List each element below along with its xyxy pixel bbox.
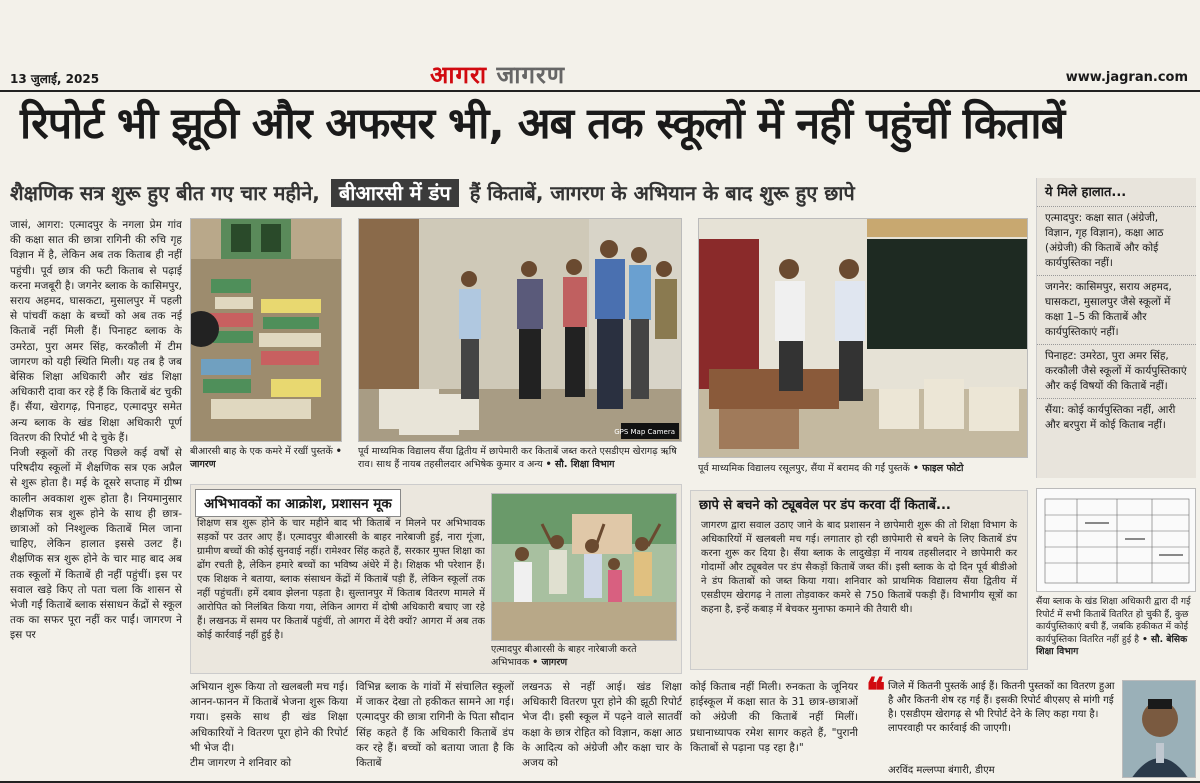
caption-photo-2 — [358, 445, 682, 471]
newspaper-logo[interactable] — [430, 58, 565, 91]
report-table-illustration — [1037, 489, 1196, 592]
dm-quote-box — [866, 670, 1118, 780]
caption-protest — [491, 643, 677, 669]
caption-photo-1 — [190, 445, 342, 471]
caption-credit: • सौ. शिक्षा विभाग — [545, 459, 615, 470]
sub-headline — [10, 175, 1030, 211]
classroom-illustration — [699, 219, 1028, 458]
photo-classroom-books — [698, 218, 1028, 458]
deck-part-1: शैक्षणिक सत्र शुरू हुए बीत गए चार महीने, — [10, 181, 320, 205]
sidebar-item: एत्मादपुर: कक्षा सात (अंग्रेजी, विज्ञान, गृह विज्ञान), कक्षा आठ (अंग्रेजी) की किताबें और कोई कार्यपुस्तिका नहीं। — [1037, 206, 1196, 275]
deck-part-2: हैं किताबें, जागरण के अभियान के बाद शुरू हुए छापे — [469, 181, 855, 205]
caption-photo-3 — [698, 462, 1028, 475]
article-column-2: अभियान शुरू किया तो खलबली मच गई। आनन-फानन में किताबें भेजना शुरू किया गया। इसके साथ ही खंड शिक्षा अधिकारियों ने वितरण पूरा होने की रिपोर्ट भी भेज दी। टीम जागरण ने शनिवार को — [190, 681, 348, 770]
tubewell-box-text: जागरण द्वारा सवाल उठाए जाने के बाद प्रशासन ने छापेमारी शुरू की तो शिक्षा विभाग के अधिकारियों में खलबली मच गई। लगातार हो रही छापेमारी से बचने के लिए किताबें डंप करना शुरू कर दिया है। सैंया ब्लाक के लादुखेड़ा में नायब तहसीलदार ने छापेमारी कर गोदामों और ट्यूबवेल पर डंप सैकड़ों किताबें जब्त कीं। इसी ब्लाक के दो दिन पूर्व बीडीओ ने डंप किताबों को जब्त किया गया। शनिवार को प्राथमिक विद्यालय सैंया द्वितीय में एसडीएम खेरागढ़ ने ताला तोड़वाकर कमरे से 750 किताबें पकड़ी हैं। विभागीय सूत्रों का कहना है, इन्हें कबाड़ में बेचकर मुनाफा कमाने की तैयारी थी। — [701, 520, 1017, 615]
sidebar-item: जगनेर: कासिमपुर, सराय अहमद, घासकटा, मुसालपुर जैसे स्कूलों में कक्षा 1–5 की किताबें और कार्यपुस्तिकाएं नहीं। — [1037, 275, 1196, 344]
report-document-image — [1036, 488, 1196, 592]
parents-box — [190, 484, 682, 674]
article-column-3: विभिन्न ब्लाक के गांवों में संचालित स्कूलों में जाकर देखा तो हकीकत सामने आ गई। एत्मादपुर की छात्रा रागिनी के पिता सौदान सिंह कहते हैं कि अधिकारी किताबें डंप कर रहे हैं। बच्चों को बताया जाता है कि किताबें — [356, 681, 514, 770]
gps-stamp: GPS Map Camera — [614, 428, 675, 436]
dm-portrait — [1122, 680, 1196, 778]
sidebar-item: सैंया: कोई कार्यपुस्तिका नहीं, आरी और बरपुरा में कोई किताब नहीं। — [1037, 398, 1196, 437]
protest-illustration — [492, 494, 677, 641]
deck-highlight: बीआरसी में डंप — [331, 179, 459, 207]
conditions-sidebar — [1036, 178, 1196, 478]
dm-designation: डीएम — [975, 765, 995, 776]
quote-mark-icon: ❝ — [866, 670, 886, 712]
article-column-5: कोई किताब नहीं मिली। रुनकता के जूनियर हाईस्कूल में कक्षा सात के 31 छात्र-छात्राओं को अंग्रेजी की किताबें नहीं मिलीं। प्रधानाध्यापक रमेश सागर कहते हैं, "पुरानी किताबों से पढ़ाना पड़ रहा है।" — [690, 681, 858, 754]
caption-credit: • जागरण — [532, 657, 568, 668]
article-column-1: जासं, आगरा: एत्मादपुर के नगला प्रेम गांव की कक्षा सात की छात्रा रागिनी की रुचि गृह विज्ञान में है, लेकिन अब तक किताब ही नहीं पहुंची। पूर्व छात्र की फटी किताब से पढ़ाई करना मजबूरी है। जगनेर ब्लाक के कासिमपुर, सराय अहमद, घासकटा, मुसालपुर में पहली से पांचवीं कक्षा के बच्चों को अब तक नई किताबें नहीं मिली हैं। पिनाहट ब्लाक के उमरेठा, पुरा अमर सिंह, करकौली में टीम जागरण को यही स्थिति मिली। यह तब है जब बेसिक शिक्षा अधिकारी और खंड शिक्षा अधिकारी दावा कर रहे हैं कि किताबें बंट चुकी हैं। सैंया, खेरागढ़, पिनाहट, एत्मादपुर समेत अन्य ब्लाक के खंड शिक्षा अधिकारी पूर्ण वितरण की रिपोर्ट भी दे चुके हैं। निजी स्कूलों की तरह पिछले कई वर्षों से परिषदीय स्कूलों में शैक्षणिक सत्र एक अप्रैल से शुरू होता है। मई के दूसरे सप्ताह में ग्रीष्म कालीन अवकाश शुरू होता है। नियमानुसार शैक्षणिक सत्र शुरू होने के साथ ही छात्र-छात्राओं को निश्शुल्क किताबें मिल जाना चाहिए, लेकिन हालात इससे उलट हैं। शैक्षणिक सत्र शुरू होने के चार माह बाद अब तक स्कूलों में किताबें ही नहीं पहुंचीं। इस पर सवाल खड़े किए तो पता चला कि शासन से भेजी गईं किताबें ब्लाक संसाधन केंद्रों से स्कूल तक का सफर पूरा नहीं कर पाईं। जागरण ने इस पर — [10, 219, 182, 642]
caption-text: पूर्व माध्यमिक विद्यालय रसूलपुर, सैंया में बरामद की गईं पुस्तकें — [698, 463, 910, 474]
officers-illustration — [359, 219, 682, 442]
sidebar-heading: ये मिले हालात... — [1045, 185, 1127, 200]
dm-name: अरविंद मल्लप्पा बंगारी, — [888, 765, 972, 776]
dm-attribution — [888, 762, 995, 776]
caption-credit: • सौ. बेसिक शिक्षा विभाग — [1036, 633, 1188, 657]
caption-credit: • जागरण — [190, 446, 342, 470]
caption-text: बीआरसी बाह के एक कमरे में रखीं पुस्तकें — [190, 446, 333, 457]
caption-text: एत्मादपुर बीआरसी के बाहर नारेबाजी करते अभिभावक — [491, 644, 637, 668]
photo-books-stack — [190, 218, 342, 442]
avatar — [1123, 681, 1196, 778]
parents-box-heading: अभिभावकों का आक्रोश, प्रशासन मूक — [195, 489, 401, 517]
caption-credit: • फाइल फोटो — [912, 463, 964, 474]
sidebar-item: पिनाहट: उमरेठा, पुरा अमर सिंह, करकौली जैसे स्कूलों में कार्यपुस्तिकाएं और कई विषयों की किताबें नहीं। — [1037, 344, 1196, 398]
main-headline: रिपोर्ट भी झूठी और अफसर भी, अब तक स्कूलों में नहीं पहुंचीं किताबें — [20, 99, 1065, 149]
sidebar-list — [1037, 206, 1196, 437]
issue-date: 13 जुलाई, 2025 — [10, 72, 100, 86]
logo-city: आगरा — [430, 61, 488, 89]
photo-raid-officers — [358, 218, 682, 442]
caption-report — [1036, 596, 1196, 659]
books-illustration — [191, 219, 342, 442]
website-link[interactable]: www.jagran.com — [1065, 70, 1188, 85]
caption-text: पूर्व माध्यमिक विद्यालय सैंया द्वितीय में छापेमारी कर किताबें जब्त करते एसडीएम खेरागढ़ ऋषि राव। साथ हैं नायब तहसीलदार अभिषेक कुमार व अन्य — [358, 446, 677, 470]
article-column-4: लखनऊ से नहीं आई। खंड शिक्षा अधिकारी वितरण पूरा होने की झूठी रिपोर्ट भेज दी। इसी स्कूल में पढ़ने वाले सातवीं कक्षा के छात्र रोहित को विज्ञान, कक्षा आठ के आदित्य को अंग्रेजी और कक्षा चार के अजय को — [522, 681, 682, 770]
caption-text: सैंया ब्लाक के खंड शिक्षा अधिकारी द्वारा दी गई रिपोर्ट में सभी किताबें वितरित हो चुकी हैं, कुछ कार्यपुस्तिकाएं बची हैं, जबकि हकीकत में कोई कार्यपुस्तिका वितरित नहीं हुई है — [1036, 596, 1191, 645]
dm-quote-text: जिले में कितनी पुस्तकें आई हैं। कितनी पुस्तकों का वितरण हुआ है और कितनी शेष रह गई हैं। इसकी रिपोर्ट बीएसए से मांगी गई है। एसडीएम खेरागढ़ से भी रिपोर्ट देने के लिए कहा गया है। लापरवाही पर कार्रवाई की जाएगी। — [888, 681, 1115, 734]
parents-box-text: शिक्षण सत्र शुरू होने के चार महीने बाद भी किताबें न मिलने पर अभिभावक सड़कों पर उतर आए हैं। एत्मादपुर बीआरसी के बाहर नारेबाजी हुई, नारा गूंजा, ग्रामीण बच्चों की कोई सुनवाई नहीं। रामेश्वर सिंह कहते हैं, सरकार मुफ्त शिक्षा का ढोंग रचती है, लेकिन हमारे बच्चों का भविष्य अंधेरे में है। शिक्षक भी परेशान हैं। एक शिक्षक ने बताया, ब्लाक संसाधन केंद्रों में किताबें पड़ी हैं, लेकिन स्कूलों तक नहीं पहुंचतीं। हमें दबाव झेलना पड़ता है। सुल्तानपुर में किताब वितरण मामले में आरोपित को निलंबित किया गया, लेकिन आगरा में दोषी अधिकारी बचाए जा रहे हैं। लखनऊ में समय पर किताबें पहुंचीं, तो आगरा में देरी क्यों? आगरा में अब तक कोई कार्रवाई नहीं हुई है। — [197, 518, 485, 641]
masthead-rule — [0, 90, 1200, 92]
photo-parents-protest — [491, 493, 677, 641]
tubewell-box — [690, 490, 1028, 670]
logo-brand: जागरण — [496, 61, 566, 89]
tubewell-box-heading: छापे से बचने को ट्यूबवेल पर डंप करवा दीं किताबें... — [699, 498, 951, 513]
